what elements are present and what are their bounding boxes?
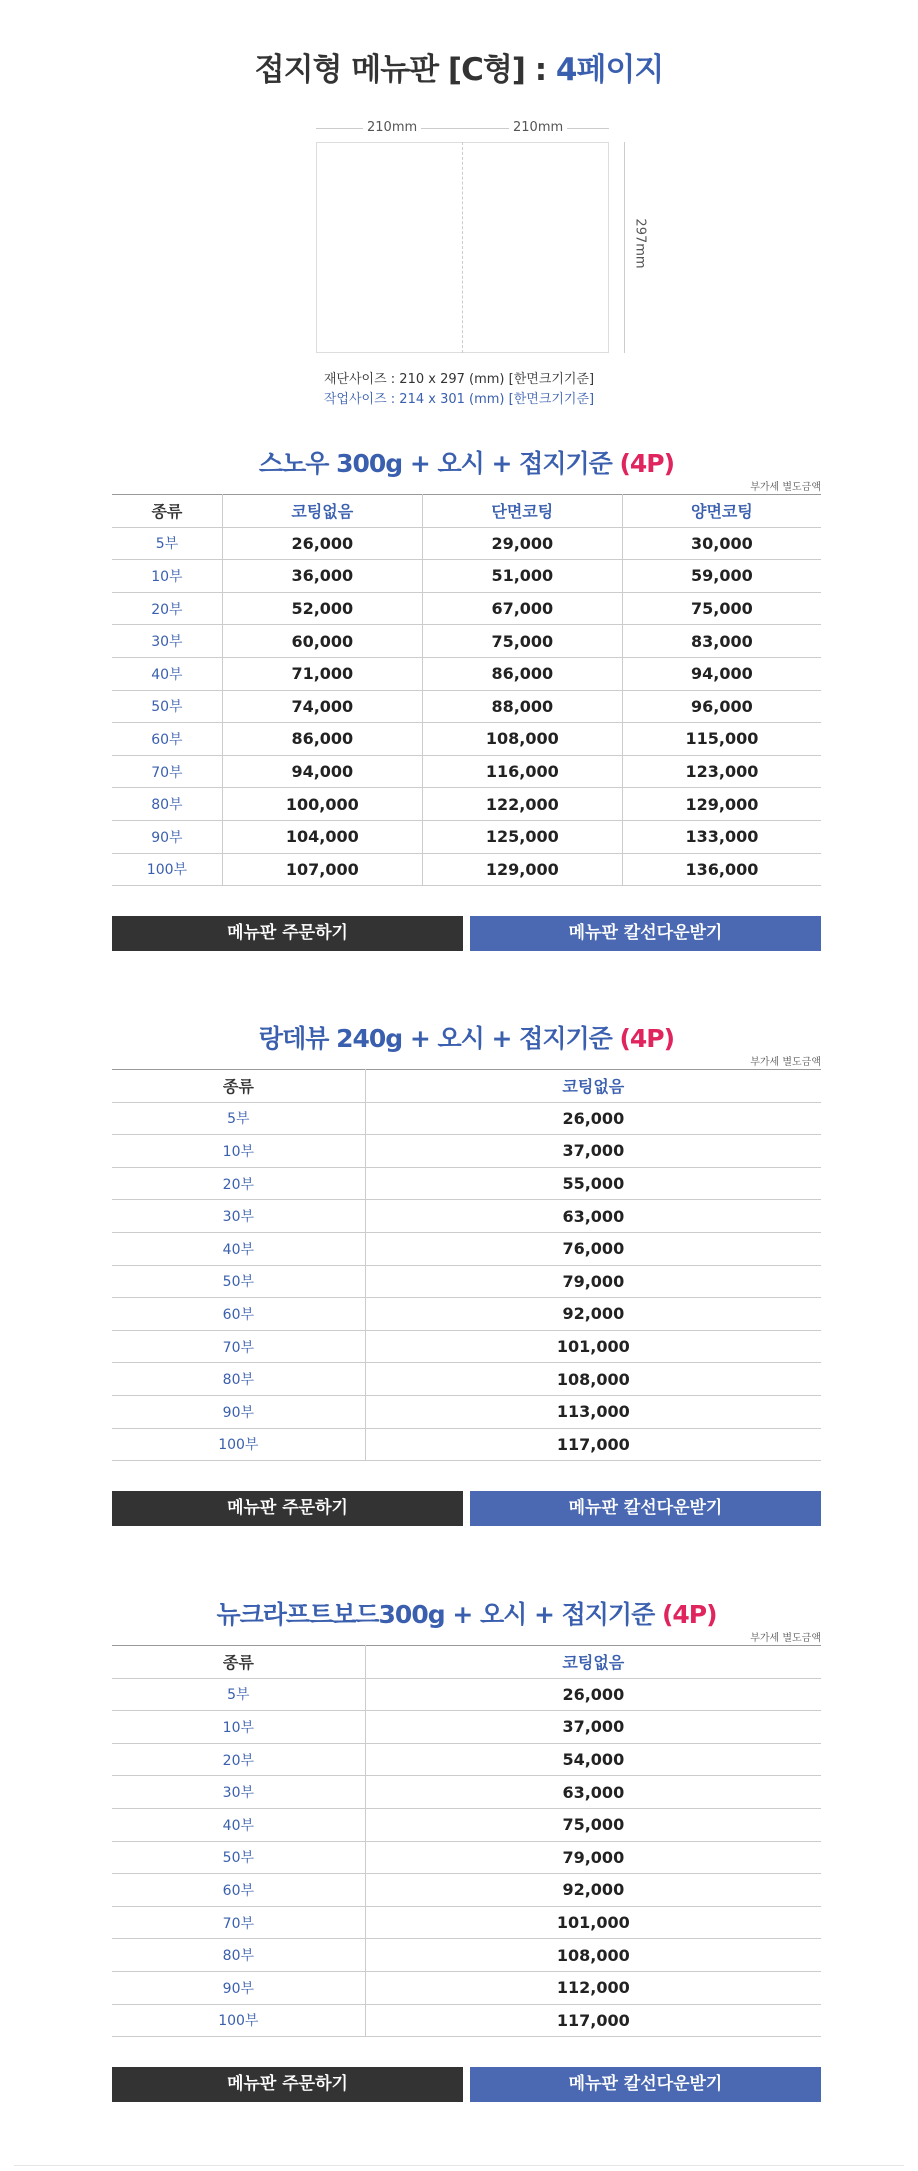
- section-title-pages: (4P): [619, 1024, 675, 1053]
- table-row: [112, 1971, 821, 2004]
- price-cell: 96,000: [622, 690, 821, 723]
- quantity-cell: 10부: [112, 1711, 365, 1744]
- quantity-cell: 5부: [112, 527, 222, 560]
- price-cell: 55,000: [365, 1167, 821, 1200]
- quantity-cell: 90부: [112, 1971, 365, 2004]
- price-table: [112, 494, 821, 886]
- height-label: 297mm: [633, 215, 648, 271]
- price-cell: 75,000: [622, 592, 821, 625]
- section-title-text: 랑데뷰 240g + 오시 + 접지기준: [258, 1024, 620, 1053]
- price-cell: 133,000: [622, 820, 821, 853]
- table-row: [112, 1395, 821, 1428]
- table-row: [112, 1428, 821, 1461]
- quantity-cell: 90부: [112, 1395, 365, 1428]
- column-header: 종류: [112, 1646, 365, 1679]
- price-table: [112, 1069, 821, 1461]
- footer-divider: [14, 2165, 904, 2166]
- table-row: [112, 527, 821, 560]
- price-cell: 51,000: [422, 560, 622, 593]
- table-row: [112, 625, 821, 658]
- section-title-text: 스노우 300g + 오시 + 접지기준: [258, 449, 620, 478]
- price-cell: 52,000: [222, 592, 422, 625]
- price-cell: 101,000: [365, 1906, 821, 1939]
- fold-line: [462, 142, 463, 353]
- quantity-cell: 20부: [112, 592, 222, 625]
- quantity-cell: 5부: [112, 1678, 365, 1711]
- table-row: [112, 1743, 821, 1776]
- size-info: [0, 370, 918, 410]
- quantity-cell: 60부: [112, 1874, 365, 1907]
- section-title-pages: (4P): [619, 449, 675, 478]
- price-cell: 54,000: [365, 1743, 821, 1776]
- quantity-cell: 70부: [112, 755, 222, 788]
- quantity-cell: 90부: [112, 820, 222, 853]
- download-dieline-button[interactable]: 메뉴판 칼선다운받기: [470, 2067, 821, 2102]
- quantity-cell: 10부: [112, 1135, 365, 1168]
- table-row: [112, 1776, 821, 1809]
- size-diagram: [316, 118, 646, 358]
- price-section-newkraft: [112, 1595, 821, 2102]
- price-cell: 86,000: [422, 657, 622, 690]
- price-section-snow: [112, 444, 821, 951]
- table-row: [112, 755, 821, 788]
- table-row: [112, 560, 821, 593]
- table-row: [112, 1841, 821, 1874]
- price-cell: 63,000: [365, 1776, 821, 1809]
- button-group: [112, 1491, 821, 1526]
- price-cell: 79,000: [365, 1841, 821, 1874]
- price-cell: 122,000: [422, 788, 622, 821]
- table-header-row: [112, 495, 821, 528]
- price-cell: 117,000: [365, 2004, 821, 2037]
- quantity-cell: 80부: [112, 1363, 365, 1396]
- price-table: [112, 1645, 821, 2037]
- price-cell: 129,000: [622, 788, 821, 821]
- price-cell: 26,000: [222, 527, 422, 560]
- vat-note: 부가세 별도금액: [750, 1633, 821, 1644]
- column-header: 코팅없음: [365, 1646, 821, 1679]
- quantity-cell: 70부: [112, 1330, 365, 1363]
- download-dieline-button[interactable]: 메뉴판 칼선다운받기: [470, 916, 821, 951]
- quantity-cell: 100부: [112, 853, 222, 886]
- price-cell: 107,000: [222, 853, 422, 886]
- price-cell: 36,000: [222, 560, 422, 593]
- height-dimension-line: [624, 142, 625, 353]
- table-row: [112, 1874, 821, 1907]
- section-title: [112, 1019, 821, 1055]
- price-cell: 116,000: [422, 755, 622, 788]
- price-cell: 108,000: [365, 1363, 821, 1396]
- price-cell: 60,000: [222, 625, 422, 658]
- quantity-cell: 80부: [112, 1939, 365, 1972]
- quantity-cell: 60부: [112, 723, 222, 756]
- table-row: [112, 1232, 821, 1265]
- order-menu-button[interactable]: 메뉴판 주문하기: [112, 1491, 463, 1526]
- price-cell: 67,000: [422, 592, 622, 625]
- column-header: 코팅없음: [365, 1070, 821, 1103]
- price-cell: 104,000: [222, 820, 422, 853]
- section-title: [112, 1595, 821, 1631]
- quantity-cell: 10부: [112, 560, 222, 593]
- quantity-cell: 5부: [112, 1102, 365, 1135]
- table-row: [112, 1135, 821, 1168]
- table-row: [112, 1363, 821, 1396]
- price-cell: 101,000: [365, 1330, 821, 1363]
- section-title-pages: (4P): [661, 1600, 717, 1629]
- price-cell: 74,000: [222, 690, 422, 723]
- table-row: [112, 690, 821, 723]
- work-size: 작업사이즈 : 214 x 301 (mm) [한면크기기준]: [323, 392, 595, 407]
- page-title: [0, 44, 918, 89]
- price-cell: 100,000: [222, 788, 422, 821]
- price-cell: 123,000: [622, 755, 821, 788]
- vat-note: 부가세 별도금액: [750, 1057, 821, 1068]
- table-row: [112, 1939, 821, 1972]
- width-left-label: 210mm: [363, 120, 421, 135]
- table-header-row: [112, 1070, 821, 1103]
- price-cell: 117,000: [365, 1428, 821, 1461]
- quantity-cell: 50부: [112, 1841, 365, 1874]
- quantity-cell: 50부: [112, 690, 222, 723]
- download-dieline-button[interactable]: 메뉴판 칼선다운받기: [470, 1491, 821, 1526]
- price-cell: 108,000: [365, 1939, 821, 1972]
- vat-note: 부가세 별도금액: [750, 482, 821, 493]
- table-row: [112, 788, 821, 821]
- price-cell: 113,000: [365, 1395, 821, 1428]
- price-cell: 29,000: [422, 527, 622, 560]
- price-cell: 94,000: [622, 657, 821, 690]
- price-cell: 30,000: [622, 527, 821, 560]
- order-menu-button[interactable]: 메뉴판 주문하기: [112, 2067, 463, 2102]
- price-cell: 37,000: [365, 1135, 821, 1168]
- quantity-cell: 20부: [112, 1167, 365, 1200]
- table-row: [112, 1330, 821, 1363]
- quantity-cell: 100부: [112, 1428, 365, 1461]
- button-group: [112, 2067, 821, 2102]
- price-cell: 125,000: [422, 820, 622, 853]
- price-cell: 26,000: [365, 1102, 821, 1135]
- table-row: [112, 657, 821, 690]
- price-cell: 92,000: [365, 1874, 821, 1907]
- quantity-cell: 70부: [112, 1906, 365, 1939]
- quantity-cell: 40부: [112, 657, 222, 690]
- table-row: [112, 2004, 821, 2037]
- price-cell: 75,000: [365, 1808, 821, 1841]
- price-cell: 112,000: [365, 1971, 821, 2004]
- section-title-text: 뉴크라프트보드300g + 오시 + 접지기준: [216, 1600, 662, 1629]
- table-row: [112, 1298, 821, 1331]
- table-row: [112, 820, 821, 853]
- section-title: [112, 444, 821, 480]
- column-header: 양면코팅: [622, 495, 821, 528]
- table-row: [112, 592, 821, 625]
- quantity-cell: 50부: [112, 1265, 365, 1298]
- price-cell: 79,000: [365, 1265, 821, 1298]
- column-header: 종류: [112, 495, 222, 528]
- price-cell: 75,000: [422, 625, 622, 658]
- table-row: [112, 1200, 821, 1233]
- column-header: 단면코팅: [422, 495, 622, 528]
- button-group: [112, 916, 821, 951]
- price-cell: 88,000: [422, 690, 622, 723]
- price-cell: 136,000: [622, 853, 821, 886]
- price-cell: 83,000: [622, 625, 821, 658]
- quantity-cell: 20부: [112, 1743, 365, 1776]
- page-title-main: 접지형 메뉴판 [C형] :: [254, 52, 556, 88]
- table-row: [112, 1167, 821, 1200]
- column-header: 코팅없음: [222, 495, 422, 528]
- column-header: 종류: [112, 1070, 365, 1103]
- price-cell: 76,000: [365, 1232, 821, 1265]
- price-cell: 71,000: [222, 657, 422, 690]
- width-right-label: 210mm: [509, 120, 567, 135]
- order-menu-button[interactable]: 메뉴판 주문하기: [112, 916, 463, 951]
- table-row: [112, 1265, 821, 1298]
- table-row: [112, 1711, 821, 1744]
- price-cell: 86,000: [222, 723, 422, 756]
- quantity-cell: 30부: [112, 1776, 365, 1809]
- table-row: [112, 1102, 821, 1135]
- table-row: [112, 1678, 821, 1711]
- price-section-rendezvous: [112, 1019, 821, 1526]
- page-title-accent: 4페이지: [555, 52, 664, 88]
- cut-size: 재단사이즈 : 210 x 297 (mm) [한면크기기준]: [323, 372, 595, 387]
- table-row: [112, 1808, 821, 1841]
- quantity-cell: 60부: [112, 1298, 365, 1331]
- table-header-row: [112, 1646, 821, 1679]
- table-row: [112, 723, 821, 756]
- price-cell: 115,000: [622, 723, 821, 756]
- table-row: [112, 853, 821, 886]
- price-cell: 129,000: [422, 853, 622, 886]
- table-row: [112, 1906, 821, 1939]
- price-cell: 108,000: [422, 723, 622, 756]
- price-cell: 63,000: [365, 1200, 821, 1233]
- price-cell: 94,000: [222, 755, 422, 788]
- quantity-cell: 100부: [112, 2004, 365, 2037]
- price-cell: 92,000: [365, 1298, 821, 1331]
- quantity-cell: 40부: [112, 1232, 365, 1265]
- quantity-cell: 30부: [112, 625, 222, 658]
- quantity-cell: 80부: [112, 788, 222, 821]
- price-cell: 26,000: [365, 1678, 821, 1711]
- quantity-cell: 30부: [112, 1200, 365, 1233]
- price-cell: 59,000: [622, 560, 821, 593]
- quantity-cell: 40부: [112, 1808, 365, 1841]
- price-cell: 37,000: [365, 1711, 821, 1744]
